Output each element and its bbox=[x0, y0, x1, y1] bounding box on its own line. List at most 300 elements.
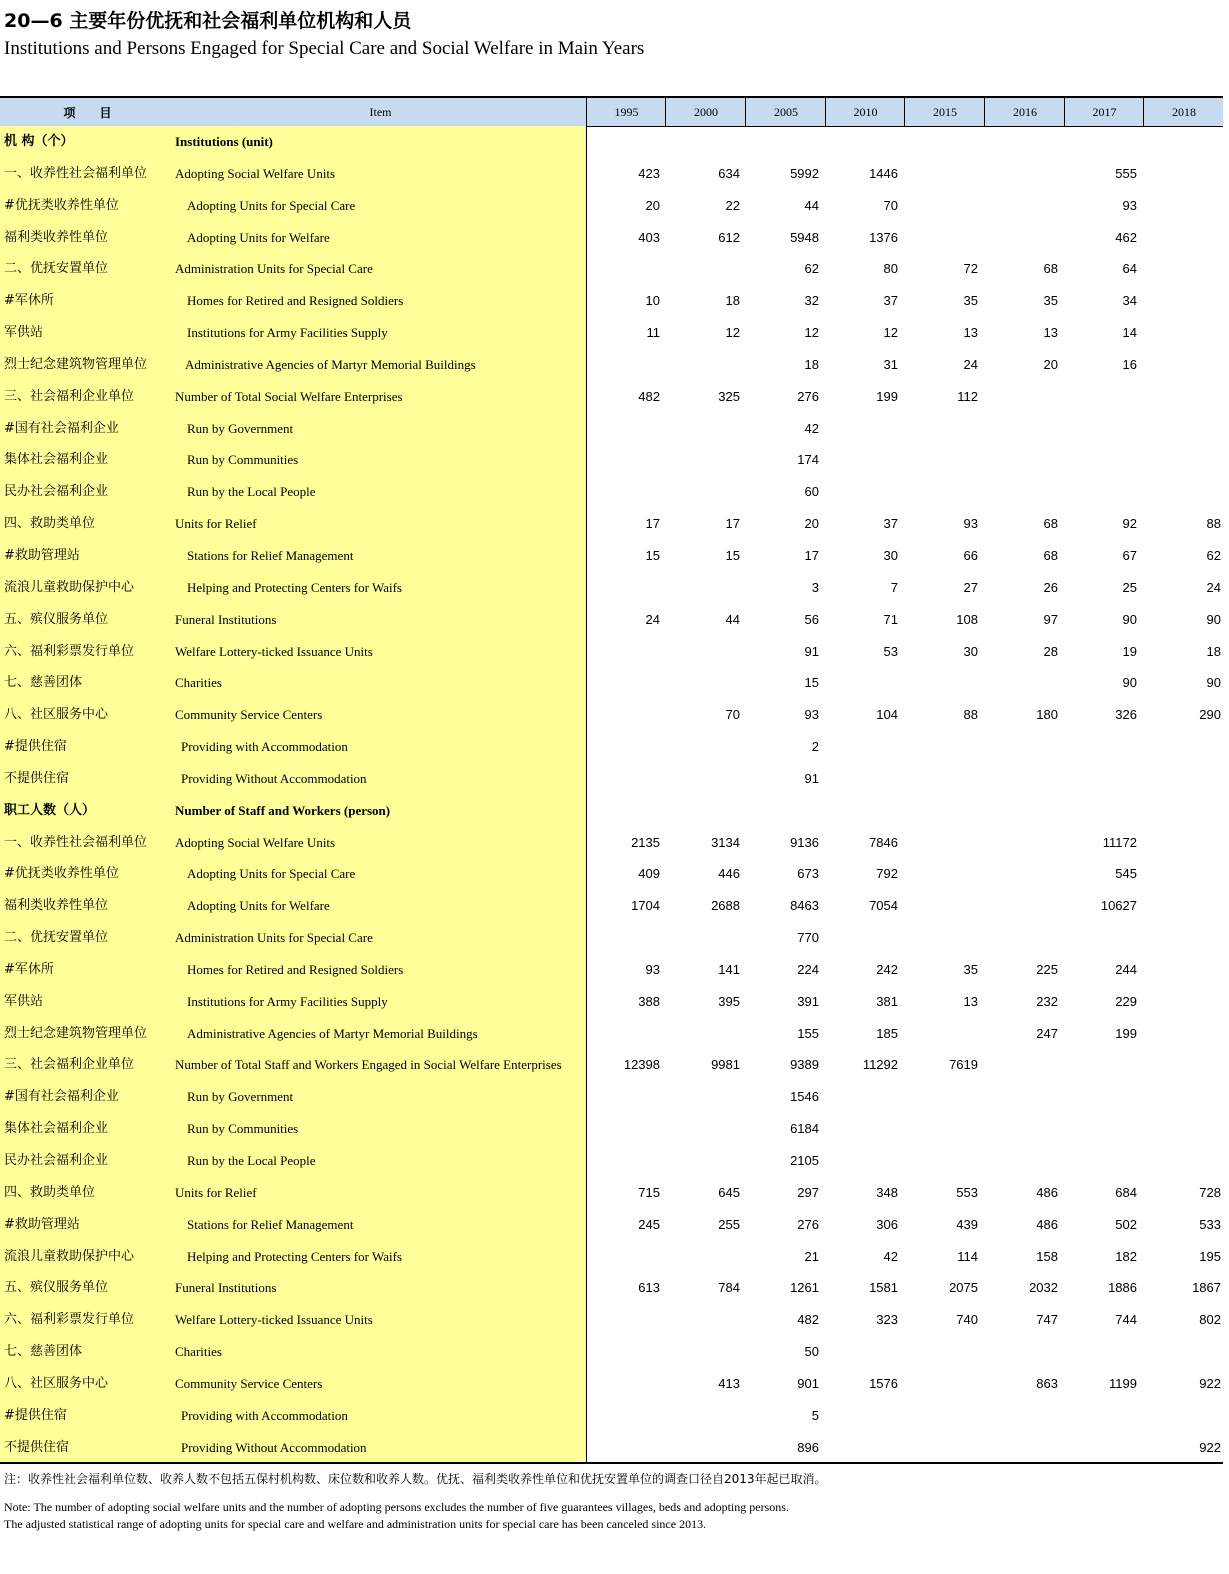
row-value-2015 bbox=[908, 1336, 978, 1368]
row-value-2005: 391 bbox=[797, 993, 819, 1009]
row-label-cn: #国有社会福利企业 bbox=[4, 420, 119, 436]
table-row bbox=[0, 190, 1223, 222]
row-value-1995 bbox=[590, 349, 660, 381]
row-value-2017 bbox=[1067, 795, 1137, 827]
row-value-2015: 88 bbox=[963, 707, 978, 723]
row-value-1995: 409 bbox=[638, 866, 660, 882]
row-value-1995 bbox=[590, 1145, 660, 1177]
header-year-2017: 2017 bbox=[1064, 98, 1144, 126]
row-value-2010 bbox=[828, 1113, 898, 1145]
row-value-1995 bbox=[590, 763, 660, 795]
row-value-2005: 15 bbox=[804, 675, 819, 691]
row-value-2005: 896 bbox=[797, 1439, 819, 1455]
note-en-line1: Note: The number of adopting social welfare units and the number of adopting persons excludes the number of five guarantees villages, beds and adopting persons. bbox=[4, 1500, 789, 1514]
header-year-1995: 1995 bbox=[586, 98, 666, 126]
row-label-en: Adopting Units for Welfare bbox=[187, 229, 330, 245]
row-value-2010: 42 bbox=[883, 1248, 898, 1264]
row-value-2018: 290 bbox=[1199, 707, 1221, 723]
row-label-en: Administration Units for Special Care bbox=[175, 261, 373, 277]
row-label-cn: 一、收养性社会福利单位 bbox=[4, 165, 148, 181]
row-value-2016: 247 bbox=[1036, 1025, 1058, 1041]
row-value-2017 bbox=[1067, 1336, 1137, 1368]
row-value-2005: 50 bbox=[804, 1344, 819, 1360]
row-label-cn: #提供住宿 bbox=[4, 1407, 67, 1423]
row-value-2005: 5 bbox=[811, 1407, 819, 1423]
row-value-2010 bbox=[828, 795, 898, 827]
header-item-en: Item bbox=[369, 105, 392, 119]
row-value-2017: 19 bbox=[1122, 643, 1137, 659]
row-value-2000 bbox=[670, 1400, 740, 1432]
row-value-2015: 93 bbox=[963, 516, 978, 532]
table-row bbox=[0, 636, 1223, 668]
row-value-2010 bbox=[828, 1432, 898, 1464]
table-row bbox=[0, 604, 1223, 636]
row-value-2010: 1446 bbox=[869, 165, 898, 181]
row-value-2010: 792 bbox=[876, 866, 898, 882]
row-label-cn: #军休所 bbox=[4, 293, 54, 309]
header-year-2018: 2018 bbox=[1143, 98, 1224, 126]
row-value-2016 bbox=[988, 190, 1058, 222]
row-value-2000: 413 bbox=[718, 1375, 740, 1391]
row-value-2016 bbox=[988, 1400, 1058, 1432]
row-label-en: Institutions for Army Facilities Supply bbox=[187, 325, 388, 341]
row-value-2018: 90 bbox=[1206, 675, 1221, 691]
row-value-1995: 10 bbox=[645, 293, 660, 309]
header-year-2005: 2005 bbox=[745, 98, 826, 126]
row-value-2015 bbox=[908, 126, 978, 158]
row-value-2000: 12 bbox=[725, 325, 740, 341]
row-value-2017 bbox=[1067, 922, 1137, 954]
row-value-2010 bbox=[828, 1145, 898, 1177]
row-value-2018 bbox=[1151, 763, 1221, 795]
row-value-2016: 225 bbox=[1036, 961, 1058, 977]
row-value-2018 bbox=[1151, 158, 1221, 190]
row-value-2018: 24 bbox=[1206, 579, 1221, 595]
row-value-2000 bbox=[670, 476, 740, 508]
row-label-cn: 烈士纪念建筑物管理单位 bbox=[4, 356, 148, 372]
row-value-2000 bbox=[670, 572, 740, 604]
table-row bbox=[0, 1209, 1223, 1241]
row-value-2017: 229 bbox=[1115, 993, 1137, 1009]
row-label-en: Charities bbox=[175, 675, 222, 691]
row-label-cn: #提供住宿 bbox=[4, 739, 67, 755]
row-label-cn: 烈士纪念建筑物管理单位 bbox=[4, 1025, 148, 1041]
row-label-cn: 军供站 bbox=[4, 325, 44, 341]
row-value-2000 bbox=[670, 922, 740, 954]
row-value-2010 bbox=[828, 476, 898, 508]
row-value-1995 bbox=[590, 731, 660, 763]
row-value-2018 bbox=[1151, 1400, 1221, 1432]
table-row bbox=[0, 253, 1223, 285]
row-label-en: Number of Staff and Workers (person) bbox=[175, 802, 391, 818]
row-value-2010 bbox=[828, 126, 898, 158]
row-label-en: Adopting Units for Special Care bbox=[187, 197, 356, 213]
row-value-2010 bbox=[828, 922, 898, 954]
row-value-2005: 9389 bbox=[790, 1057, 819, 1073]
row-value-2010: 306 bbox=[876, 1216, 898, 1232]
table-row bbox=[0, 667, 1223, 699]
row-label-cn: 一、收养性社会福利单位 bbox=[4, 834, 148, 850]
row-value-1995: 423 bbox=[638, 165, 660, 181]
row-value-2016: 180 bbox=[1036, 707, 1058, 723]
row-value-2016 bbox=[988, 1049, 1058, 1081]
row-value-2016: 68 bbox=[1043, 516, 1058, 532]
row-value-2005: 5948 bbox=[790, 229, 819, 245]
row-value-1995 bbox=[590, 1081, 660, 1113]
row-value-2000: 634 bbox=[718, 165, 740, 181]
row-value-2016: 26 bbox=[1043, 579, 1058, 595]
row-value-2000 bbox=[670, 763, 740, 795]
row-label-cn: 流浪儿童救助保护中心 bbox=[4, 1248, 135, 1264]
row-value-2018 bbox=[1151, 349, 1221, 381]
row-value-2015 bbox=[908, 1145, 978, 1177]
row-value-2017 bbox=[1067, 1049, 1137, 1081]
header-item-cn: 项 目 bbox=[63, 106, 112, 120]
row-value-2016 bbox=[988, 413, 1058, 445]
row-value-2015: 24 bbox=[963, 356, 978, 372]
row-value-1995 bbox=[590, 572, 660, 604]
row-value-2017: 462 bbox=[1115, 229, 1137, 245]
row-value-2005: 91 bbox=[804, 770, 819, 786]
row-value-2015: 72 bbox=[963, 261, 978, 277]
row-label-en: Institutions for Army Facilities Supply bbox=[187, 993, 388, 1009]
row-value-2010 bbox=[828, 763, 898, 795]
row-value-2010: 31 bbox=[883, 356, 898, 372]
row-value-2015: 27 bbox=[963, 579, 978, 595]
row-value-2000: 255 bbox=[718, 1216, 740, 1232]
row-value-2000: 18 bbox=[725, 293, 740, 309]
table-row bbox=[0, 763, 1223, 795]
row-label-cn: #优抚类收养性单位 bbox=[4, 197, 119, 213]
table-row bbox=[0, 986, 1223, 1018]
row-label-cn: 民办社会福利企业 bbox=[4, 484, 109, 500]
row-value-2015 bbox=[908, 827, 978, 859]
row-value-2005: 91 bbox=[804, 643, 819, 659]
row-value-2000: 22 bbox=[725, 197, 740, 213]
row-value-2010: 80 bbox=[883, 261, 898, 277]
row-value-2018 bbox=[1151, 253, 1221, 285]
row-value-2017: 1886 bbox=[1108, 1280, 1137, 1296]
table-row bbox=[0, 381, 1223, 413]
table-row bbox=[0, 444, 1223, 476]
row-value-2016 bbox=[988, 476, 1058, 508]
row-value-1995 bbox=[590, 699, 660, 731]
row-value-2017 bbox=[1067, 444, 1137, 476]
row-label-en: Run by Communities bbox=[187, 452, 299, 468]
row-value-2016 bbox=[988, 1081, 1058, 1113]
row-value-2005: 5992 bbox=[790, 165, 819, 181]
row-label-cn: 军供站 bbox=[4, 993, 44, 1009]
row-value-2018 bbox=[1151, 285, 1221, 317]
row-value-1995 bbox=[590, 444, 660, 476]
row-value-2017 bbox=[1067, 381, 1137, 413]
table-row bbox=[0, 954, 1223, 986]
row-value-2010 bbox=[828, 1081, 898, 1113]
table-row bbox=[0, 795, 1223, 827]
row-label-en: Stations for Relief Management bbox=[187, 1216, 354, 1232]
row-label-en: Stations for Relief Management bbox=[187, 547, 354, 563]
row-value-2010 bbox=[828, 667, 898, 699]
table-row bbox=[0, 1336, 1223, 1368]
table-row bbox=[0, 1177, 1223, 1209]
row-value-2005: 482 bbox=[797, 1312, 819, 1328]
row-value-1995: 1704 bbox=[631, 898, 660, 914]
row-value-2016 bbox=[988, 158, 1058, 190]
row-label-cn: 集体社会福利企业 bbox=[4, 1121, 109, 1137]
row-value-2015 bbox=[908, 1113, 978, 1145]
row-label-en: Run by Government bbox=[187, 420, 294, 436]
row-value-2018 bbox=[1151, 222, 1221, 254]
row-value-2005: 62 bbox=[804, 261, 819, 277]
row-label-cn: 民办社会福利企业 bbox=[4, 1153, 109, 1168]
row-value-2005: 276 bbox=[797, 1216, 819, 1232]
row-label-en: Funeral Institutions bbox=[175, 1280, 277, 1296]
header-year-2015: 2015 bbox=[904, 98, 985, 126]
row-value-2018: 802 bbox=[1199, 1312, 1221, 1328]
row-value-2015: 13 bbox=[963, 993, 978, 1009]
row-value-2016 bbox=[988, 381, 1058, 413]
row-value-1995 bbox=[590, 1304, 660, 1336]
row-value-2005: 60 bbox=[804, 484, 819, 500]
row-value-2016: 747 bbox=[1036, 1312, 1058, 1328]
row-value-2010: 348 bbox=[876, 1184, 898, 1200]
table-row bbox=[0, 890, 1223, 922]
table-row bbox=[0, 1145, 1223, 1177]
row-value-2018 bbox=[1151, 795, 1221, 827]
row-label-en: Run by Communities bbox=[187, 1121, 299, 1137]
row-value-2017 bbox=[1067, 1081, 1137, 1113]
row-value-1995: 20 bbox=[645, 197, 660, 213]
row-label-cn: 集体社会福利企业 bbox=[4, 452, 109, 468]
row-value-2016: 486 bbox=[1036, 1184, 1058, 1200]
row-value-2017 bbox=[1067, 1400, 1137, 1432]
row-value-2016 bbox=[988, 858, 1058, 890]
row-label-cn: 机 构（个） bbox=[4, 134, 74, 149]
row-value-1995 bbox=[590, 1113, 660, 1145]
row-value-2000: 44 bbox=[725, 611, 740, 627]
row-label-cn: 五、殡仪服务单位 bbox=[4, 1280, 109, 1296]
row-value-2016: 97 bbox=[1043, 611, 1058, 627]
table-row bbox=[0, 1304, 1223, 1336]
row-value-1995 bbox=[590, 636, 660, 668]
row-label-en: Community Service Centers bbox=[175, 707, 323, 723]
row-value-2017: 90 bbox=[1122, 675, 1137, 691]
row-value-2017: 326 bbox=[1115, 707, 1137, 723]
row-value-2010: 53 bbox=[883, 643, 898, 659]
row-label-cn: 八、社区服务中心 bbox=[4, 707, 109, 723]
row-value-2016 bbox=[988, 890, 1058, 922]
table-row bbox=[0, 222, 1223, 254]
row-label-en: Providing Without Accommodation bbox=[181, 770, 367, 786]
row-label-cn: 不提供住宿 bbox=[4, 770, 70, 786]
row-value-2000: 15 bbox=[725, 547, 740, 563]
row-value-2015 bbox=[908, 222, 978, 254]
row-value-2016: 28 bbox=[1043, 643, 1058, 659]
row-value-2015 bbox=[908, 413, 978, 445]
row-value-2015: 740 bbox=[956, 1312, 978, 1328]
table-row bbox=[0, 572, 1223, 604]
row-value-2005: 44 bbox=[804, 197, 819, 213]
row-label-en: Adopting Social Welfare Units bbox=[175, 165, 336, 181]
row-value-2017: 10627 bbox=[1100, 898, 1137, 914]
table-title-en: Institutions and Persons Engaged for Special Care and Social Welfare in Main Years bbox=[4, 38, 645, 59]
header-year-2000: 2000 bbox=[665, 98, 746, 126]
row-label-en: Institutions (unit) bbox=[175, 134, 273, 149]
row-label-cn: 六、福利彩票发行单位 bbox=[4, 1312, 135, 1328]
row-value-2005: 42 bbox=[804, 420, 819, 436]
row-value-2005: 297 bbox=[797, 1184, 819, 1200]
row-value-2010 bbox=[828, 731, 898, 763]
row-label-cn: 三、社会福利企业单位 bbox=[4, 388, 135, 404]
row-value-2018: 728 bbox=[1199, 1184, 1221, 1200]
row-label-en: Community Service Centers bbox=[175, 1375, 323, 1391]
row-label-cn: 职工人数（人） bbox=[4, 802, 96, 818]
row-value-2018 bbox=[1151, 413, 1221, 445]
row-value-2017: 64 bbox=[1122, 261, 1137, 277]
row-label-en: Run by the Local People bbox=[187, 484, 316, 500]
row-value-2015: 439 bbox=[956, 1216, 978, 1232]
row-value-2016: 863 bbox=[1036, 1375, 1058, 1391]
row-value-1995: 482 bbox=[638, 388, 660, 404]
row-value-2015 bbox=[908, 858, 978, 890]
row-value-2018 bbox=[1151, 381, 1221, 413]
row-value-2018: 18 bbox=[1206, 643, 1221, 659]
row-value-2005: 155 bbox=[797, 1025, 819, 1041]
row-label-cn: 流浪儿童救助保护中心 bbox=[4, 579, 135, 595]
table-row bbox=[0, 699, 1223, 731]
row-value-1995: 12398 bbox=[623, 1057, 660, 1073]
row-label-en: Administration Units for Special Care bbox=[175, 930, 373, 946]
row-value-2005: 276 bbox=[797, 388, 819, 404]
table-row bbox=[0, 1113, 1223, 1145]
row-value-2000: 784 bbox=[718, 1280, 740, 1296]
table-row bbox=[0, 1049, 1223, 1081]
row-value-2017: 90 bbox=[1122, 611, 1137, 627]
row-value-1995: 613 bbox=[638, 1280, 660, 1296]
row-label-cn: 七、慈善团体 bbox=[4, 1344, 83, 1360]
row-value-1995 bbox=[590, 1432, 660, 1464]
row-value-2000: 395 bbox=[718, 993, 740, 1009]
row-value-2000 bbox=[670, 667, 740, 699]
row-value-2017 bbox=[1067, 476, 1137, 508]
row-value-2016 bbox=[988, 763, 1058, 795]
table-row bbox=[0, 827, 1223, 859]
row-label-en: Run by the Local People bbox=[187, 1153, 316, 1168]
row-value-2018: 62 bbox=[1206, 547, 1221, 563]
row-value-2018 bbox=[1151, 731, 1221, 763]
row-value-2018 bbox=[1151, 1336, 1221, 1368]
row-value-1995 bbox=[590, 795, 660, 827]
row-value-2017: 502 bbox=[1115, 1216, 1137, 1232]
table-row bbox=[0, 285, 1223, 317]
row-value-2000 bbox=[670, 1432, 740, 1464]
row-value-2005: 3 bbox=[811, 579, 819, 595]
row-value-2010: 70 bbox=[883, 197, 898, 213]
row-value-2005: 8463 bbox=[790, 898, 819, 914]
row-value-2017: 684 bbox=[1115, 1184, 1137, 1200]
table-row bbox=[0, 731, 1223, 763]
row-value-2010 bbox=[828, 444, 898, 476]
row-value-2018 bbox=[1151, 1113, 1221, 1145]
row-value-2000 bbox=[670, 349, 740, 381]
row-value-2000: 446 bbox=[718, 866, 740, 882]
row-label-cn: #军休所 bbox=[4, 961, 54, 977]
row-value-2010 bbox=[828, 413, 898, 445]
row-value-2000 bbox=[670, 1304, 740, 1336]
row-label-en: Units for Relief bbox=[175, 1184, 257, 1200]
row-label-en: Administrative Agencies of Martyr Memorial Buildings bbox=[187, 1025, 478, 1041]
row-value-2015 bbox=[908, 190, 978, 222]
row-value-2015 bbox=[908, 731, 978, 763]
row-value-2015 bbox=[908, 1400, 978, 1432]
row-label-cn: 六、福利彩票发行单位 bbox=[4, 643, 135, 659]
row-label-cn: 四、救助类单位 bbox=[4, 516, 96, 532]
table-bottom-rule bbox=[0, 1462, 1223, 1464]
row-value-2010: 1376 bbox=[869, 229, 898, 245]
row-value-2000: 3134 bbox=[711, 834, 740, 850]
row-label-cn: 二、优抚安置单位 bbox=[4, 930, 109, 946]
row-label-en: Helping and Protecting Centers for Waifs bbox=[187, 579, 402, 595]
row-value-2018: 88 bbox=[1206, 516, 1221, 532]
table-body bbox=[0, 126, 1223, 1463]
row-value-1995: 388 bbox=[638, 993, 660, 1009]
row-value-1995: 93 bbox=[645, 961, 660, 977]
row-value-2005: 673 bbox=[797, 866, 819, 882]
row-value-2016 bbox=[988, 1113, 1058, 1145]
table-row bbox=[0, 1368, 1223, 1400]
table-row bbox=[0, 476, 1223, 508]
row-value-2018 bbox=[1151, 858, 1221, 890]
row-value-2000 bbox=[670, 1336, 740, 1368]
row-value-2010: 30 bbox=[883, 547, 898, 563]
header-year-2010: 2010 bbox=[825, 98, 905, 126]
header-year-2016: 2016 bbox=[984, 98, 1065, 126]
row-value-2018: 195 bbox=[1199, 1248, 1221, 1264]
row-value-2017: 545 bbox=[1115, 866, 1137, 882]
row-value-2015: 114 bbox=[957, 1248, 978, 1264]
row-value-2016 bbox=[988, 922, 1058, 954]
row-value-2018 bbox=[1151, 476, 1221, 508]
row-value-2010: 381 bbox=[876, 993, 898, 1009]
row-value-2010: 12 bbox=[883, 325, 898, 341]
table-row bbox=[0, 1018, 1223, 1050]
row-label-cn: 四、救助类单位 bbox=[4, 1184, 96, 1200]
row-label-cn: 七、慈善团体 bbox=[4, 675, 83, 691]
row-value-2018 bbox=[1151, 1049, 1221, 1081]
row-value-2005: 18 bbox=[804, 356, 819, 372]
row-value-2010: 104 bbox=[876, 707, 898, 723]
row-value-2016 bbox=[988, 1432, 1058, 1464]
row-label-en: Adopting Units for Special Care bbox=[187, 866, 356, 882]
table-row bbox=[0, 317, 1223, 349]
row-value-2010: 37 bbox=[883, 516, 898, 532]
row-value-2015 bbox=[908, 795, 978, 827]
row-value-2016: 35 bbox=[1043, 293, 1058, 309]
row-value-2017: 34 bbox=[1122, 293, 1137, 309]
row-value-2000: 141 bbox=[718, 961, 740, 977]
row-value-2010 bbox=[828, 1336, 898, 1368]
row-value-2016 bbox=[988, 667, 1058, 699]
row-value-2005: 12 bbox=[804, 325, 819, 341]
row-label-cn: 三、社会福利企业单位 bbox=[4, 1057, 135, 1073]
row-value-1995 bbox=[590, 1336, 660, 1368]
table-row bbox=[0, 126, 1223, 158]
row-value-2016 bbox=[988, 444, 1058, 476]
row-value-2017 bbox=[1067, 1145, 1137, 1177]
row-value-2018 bbox=[1151, 890, 1221, 922]
row-value-2018 bbox=[1151, 190, 1221, 222]
row-value-2017: 14 bbox=[1122, 325, 1137, 341]
